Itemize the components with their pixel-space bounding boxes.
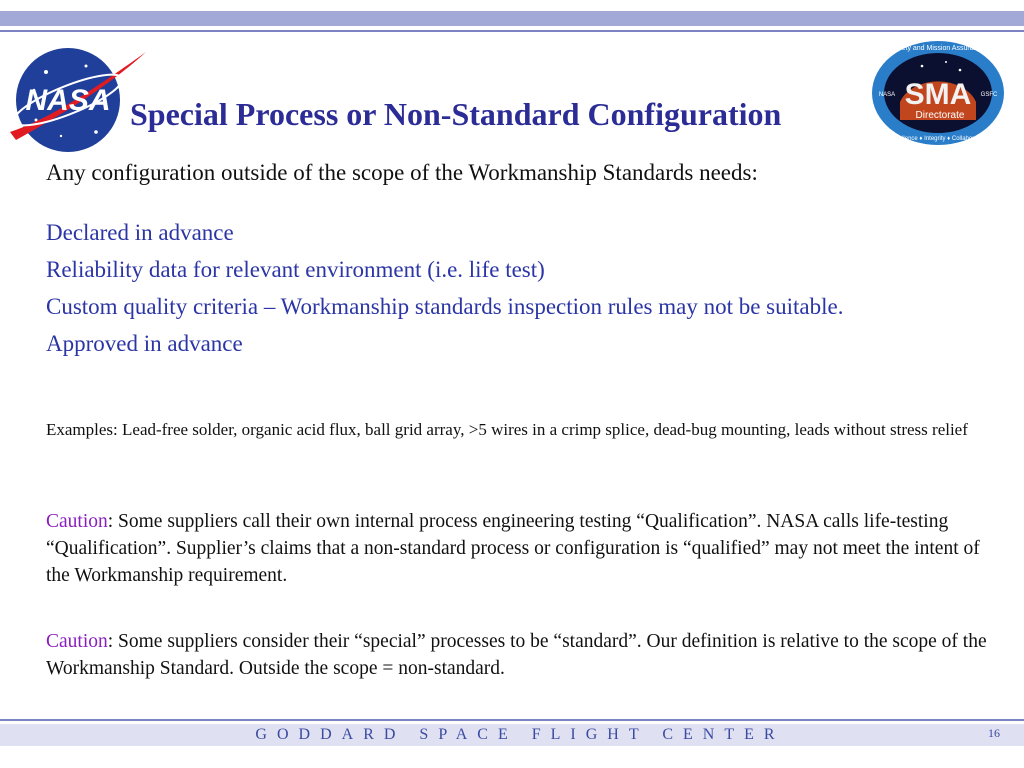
sma-side-left: NASA [878,92,896,98]
examples-text: Examples: Lead-free solder, organic acid flux, ball grid array, >5 wires in a crimp splice, dead-bug mounting, leads without stress relief [46,420,968,439]
sma-logo-sub: Directorate [915,110,965,121]
list-item: Custom quality criteria – Workmanship standards inspection rules may not be suitable. [46,294,844,319]
caution-text: : Some suppliers consider their “special” processes to be “standard”. Our definition is relative to the scope of the Workmanship Standard. Outside the scope = non-standard. [46,631,987,679]
footer-text: GODDARD SPACE FLIGHT CENTER [255,726,785,743]
top-rule [0,30,1024,32]
sma-ring-top: Safety and Mission Assurance [891,45,985,52]
list-item: Declared in advance [46,220,234,245]
sma-ring-bottom: Excellence ♦ Integrity ♦ Collaboration [888,136,988,142]
list-item: Reliability data for relevant environment (i.e. life test) [46,257,545,282]
nasa-logo [6,40,148,158]
sma-side-right: GSFC [980,92,998,98]
requirement-list [46,217,976,365]
intro-text: Any configuration outside of the scope of the Workmanship Standards needs: [46,160,758,185]
sma-logo [868,38,1008,148]
top-band [0,11,1024,26]
caution-paragraph-2 [46,628,996,682]
sma-logo-text: SMA [904,78,972,111]
page-number: 16 [988,726,1000,740]
list-item: Approved in advance [46,331,243,356]
bottom-rule [0,719,1024,721]
caution-paragraph-1 [46,508,996,589]
caution-text: : Some suppliers call their own internal process engineering testing “Qualification”. NASA calls life-testing “Qualification”. Supplier’s claims that a non-standard process or configuration is “qualified” may not meet the intent of the Workmanship requirement. [46,511,980,586]
page-title: Special Process or Non-Standard Configuration [130,96,782,132]
caution-label: Caution [46,511,108,532]
nasa-logo-text: NASA [25,84,111,117]
caution-label: Caution [46,631,108,652]
